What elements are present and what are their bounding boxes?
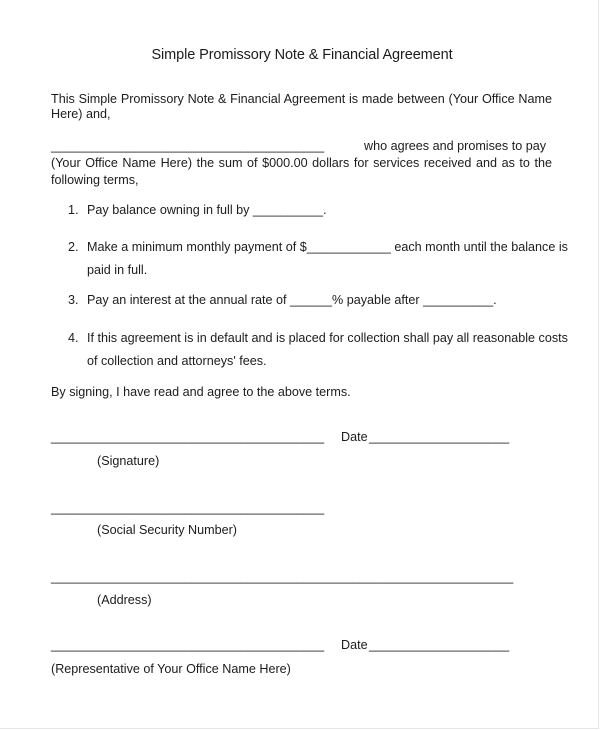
term-2-line-1: Make a minimum monthly payment of $____________ each month until the balance is [87,240,568,254]
sum-line: (Your Office Name Here) the sum of $000.00 dollars for services received and as to the [51,156,552,170]
term-1-text: Pay balance owning in full by __________. [87,203,327,217]
term-3-number: 3. [68,293,79,307]
ssn-line: _______________________________________ [51,501,325,515]
term-4-line-2: of collection and attorneys' fees. [87,354,267,368]
signature-line: _______________________________________ [51,430,325,444]
ssn-caption: (Social Security Number) [97,523,237,537]
term-4-line-1: If this agreement is in default and is placed for collection shall pay all reasonable costs [87,331,568,345]
party-promise-text: who agrees and promises to pay [364,139,547,153]
address-line: __________________________________________________________________ [51,570,514,584]
representative-date-label: Date [341,638,368,652]
term-3-text: Pay an interest at the annual rate of ______% payable after __________. [87,293,497,307]
term-2-number: 2. [68,240,79,254]
term-2-line-2: paid in full. [87,263,148,277]
term-4-number: 4. [68,331,79,345]
agreement-statement: By signing, I have read and agree to the above terms. [51,385,351,399]
address-caption: (Address) [97,593,152,607]
signature-date-line: ____________________ [369,430,510,444]
representative-date-line: ____________________ [369,638,510,652]
representative-caption: (Representative of Your Office Name Here) [51,662,291,676]
signature-caption: (Signature) [97,454,160,468]
signature-date-label: Date [341,430,368,444]
term-1-number: 1. [68,203,79,217]
party-name-blank: _______________________________________ [51,139,325,153]
intro-line-1: This Simple Promissory Note & Financial Agreement is made between (Your Office Name [51,92,552,106]
terms-intro: following terms, [51,173,139,187]
representative-line: _______________________________________ [51,638,325,652]
intro-line-2: Here) and, [51,107,111,121]
document-title: Simple Promissory Note & Financial Agreement [151,47,453,63]
